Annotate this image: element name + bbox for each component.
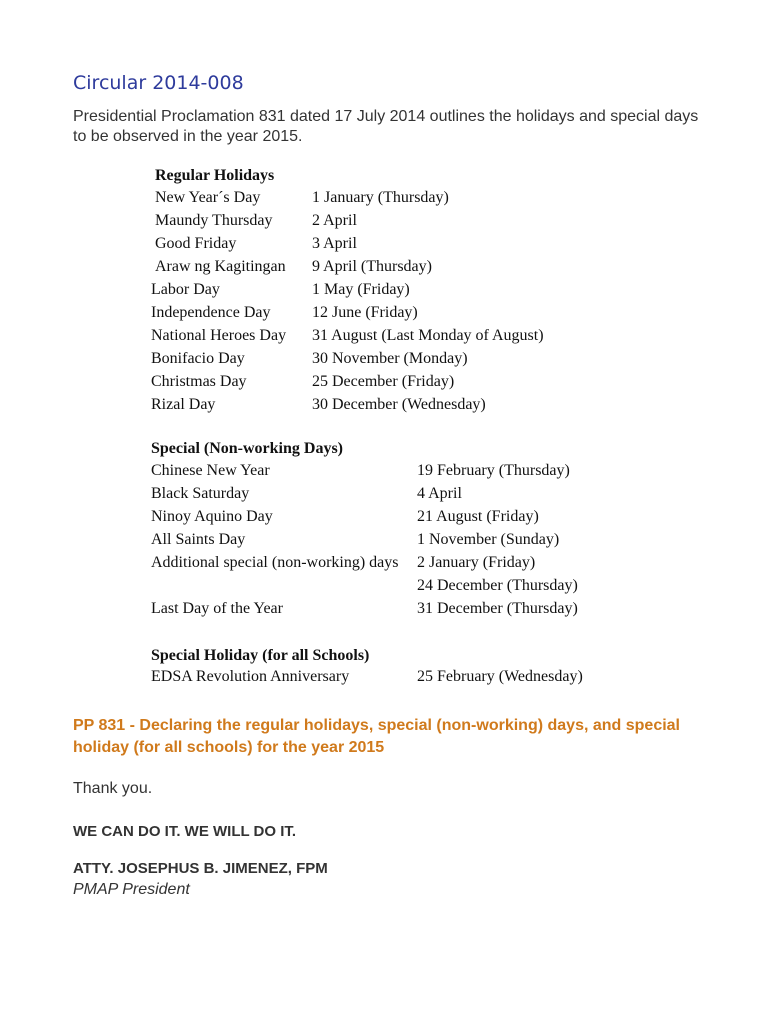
holiday-name: Araw ng Kagitingan bbox=[155, 258, 286, 275]
special-days-heading: Special (Non-working Days) bbox=[151, 440, 344, 457]
page-title: Circular 2014-008 bbox=[73, 72, 244, 94]
schools-holiday-heading: Special Holiday (for all Schools) bbox=[151, 647, 370, 664]
holiday-name: Maundy Thursday bbox=[155, 212, 273, 229]
special-day-date: 31 December (Thursday) bbox=[417, 600, 578, 617]
special-day-name: Ninoy Aquino Day bbox=[151, 508, 273, 525]
special-day-name: Last Day of the Year bbox=[151, 600, 283, 617]
holiday-date: 31 August (Last Monday of August) bbox=[312, 327, 544, 344]
signer-title: PMAP President bbox=[73, 881, 190, 898]
special-day-name: Additional special (non-working) days bbox=[151, 554, 399, 571]
intro-paragraph: Presidential Proclamation 831 dated 17 July 2014 outlines the holidays and special days to be observed in the year 2015. bbox=[73, 108, 699, 145]
thanks-text: Thank you. bbox=[73, 780, 153, 797]
holiday-date: 1 January (Thursday) bbox=[312, 189, 449, 206]
special-day-date: 24 December (Thursday) bbox=[417, 577, 578, 594]
holiday-name: Labor Day bbox=[151, 281, 220, 298]
holiday-name: Bonifacio Day bbox=[151, 350, 245, 367]
proclamation-note: PP 831 - Declaring the regular holidays, special (non-working) days, and special holiday (for all schools) for the year 2015 bbox=[73, 717, 680, 756]
holiday-date: 3 April bbox=[312, 235, 357, 252]
holiday-date: 9 April (Thursday) bbox=[312, 258, 432, 275]
holiday-name: Independence Day bbox=[151, 304, 271, 321]
special-day-name: All Saints Day bbox=[151, 531, 246, 548]
holiday-name: New Year´s Day bbox=[155, 189, 261, 206]
special-day-date: 21 August (Friday) bbox=[417, 508, 539, 525]
holiday-date: 30 November (Monday) bbox=[312, 350, 468, 367]
holiday-name: Christmas Day bbox=[151, 373, 247, 390]
holiday-name: Rizal Day bbox=[151, 396, 216, 413]
signer-name: ATTY. JOSEPHUS B. JIMENEZ, FPM bbox=[73, 860, 328, 877]
special-day-date: 19 February (Thursday) bbox=[417, 462, 570, 479]
holiday-date: 12 June (Friday) bbox=[312, 304, 418, 321]
special-day-date: 4 April bbox=[417, 485, 462, 502]
schools-holiday-date: 25 February (Wednesday) bbox=[417, 668, 583, 685]
holiday-name: National Heroes Day bbox=[151, 327, 287, 344]
motto-text: WE CAN DO IT. WE WILL DO IT. bbox=[73, 823, 297, 840]
special-day-name: Chinese New Year bbox=[151, 462, 270, 479]
holiday-name: Good Friday bbox=[155, 235, 237, 252]
holiday-date: 1 May (Friday) bbox=[312, 281, 410, 298]
schools-holiday-name: EDSA Revolution Anniversary bbox=[151, 668, 350, 685]
special-day-name: Black Saturday bbox=[151, 485, 250, 502]
special-day-date: 2 January (Friday) bbox=[417, 554, 536, 571]
regular-holidays-heading: Regular Holidays bbox=[155, 167, 275, 184]
special-day-date: 1 November (Sunday) bbox=[417, 531, 560, 548]
holiday-date: 2 April bbox=[312, 212, 357, 229]
holiday-date: 25 December (Friday) bbox=[312, 373, 455, 390]
holiday-date: 30 December (Wednesday) bbox=[312, 396, 486, 413]
